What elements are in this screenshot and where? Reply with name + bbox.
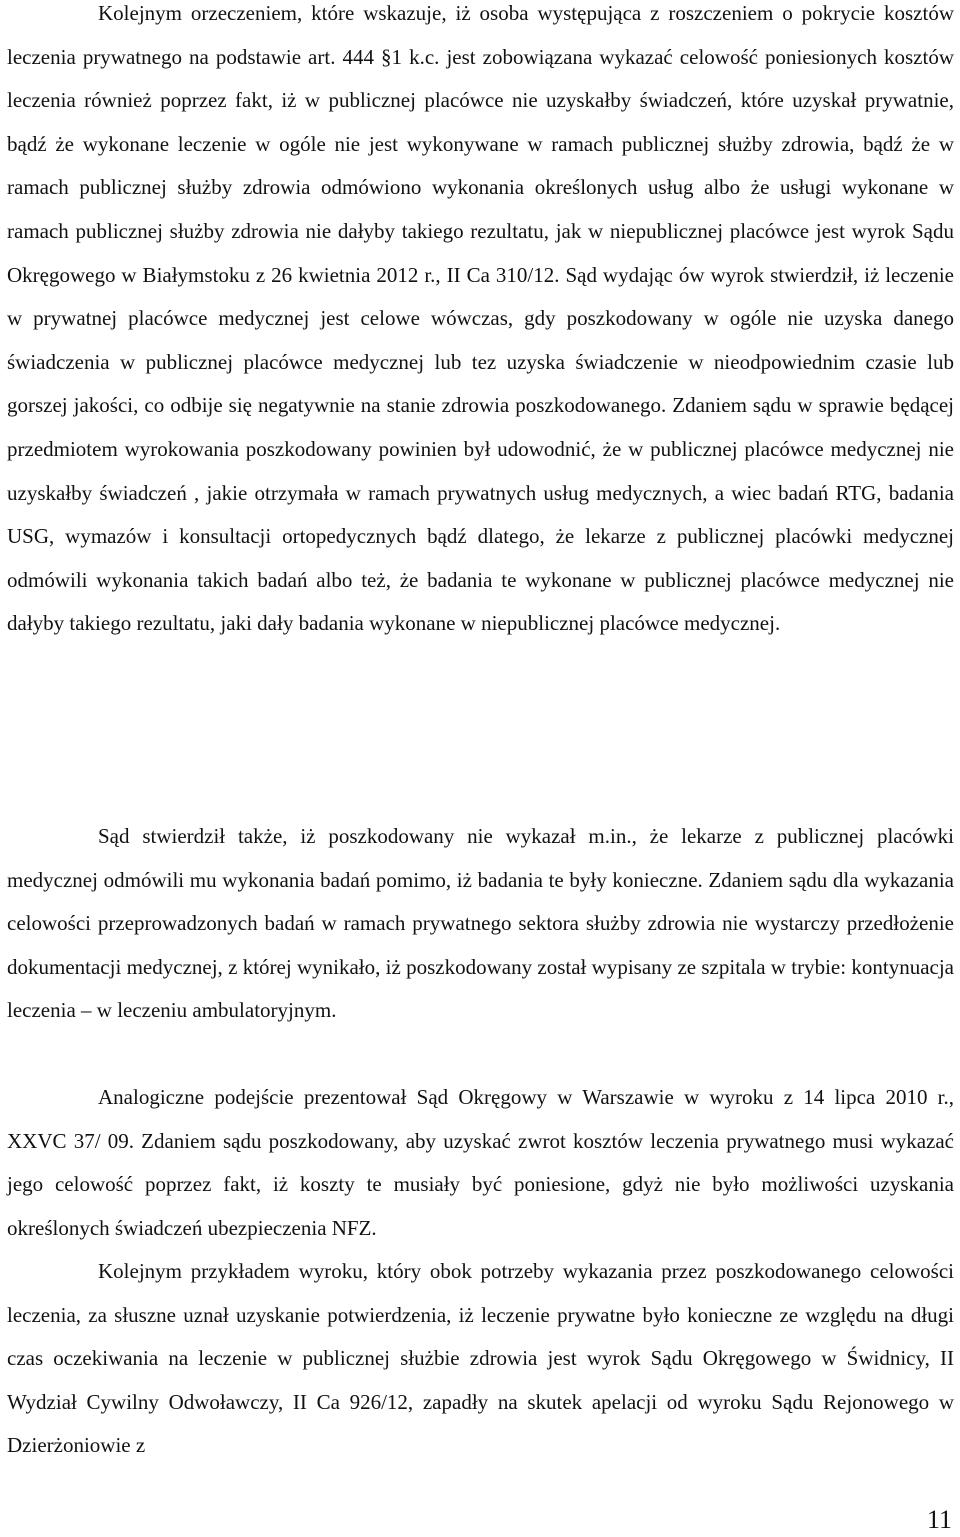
paragraph-1: Kolejnym orzeczeniem, które wskazuje, iż osoba występująca z roszczeniem o pokrycie kosztów leczenia prywatnego na podstawie art. 444 §1 k.c. jest zobowiązana wykazać celowość poniesionych kosztów leczenia również poprzez fakt, iż w publicznej placówce nie uzyskałby świadczeń, które uzyskał prywatnie, bądź że wykonane leczenie w ogóle nie jest wykonywane w ramach publicznej służby zdrowia, bądź że w ramach publicznej służby zdrowia odmówiono wykonania określonych usług albo że usługi wykonane w ramach publicznej służby zdrowia nie dałyby takiego rezultatu, jak w niepublicznej placówce jest wyrok Sądu Okręgowego w Białymstoku z 26 kwietnia 2012 r., II Ca 310/12. Sąd wydając ów wyrok stwierdził, iż leczenie w prywatnej placówce medycznej jest celowe wówczas, gdy poszkodowany w ogóle nie uzyska danego świadczenia w publicznej placówce medycznej lub tez uzyska świadczenie w nieodpowiednim czasie lub gorszej jakości, co odbije się negatywnie na stanie zdrowia poszkodowanego. Zdaniem sądu w sprawie będącej przedmiotem wyrokowania poszkodowany powinien był udowodnić, że w publicznej placówce medycznej nie uzyskałby świadczeń , jakie otrzymała w ramach prywatnych usług medycznych, a wiec badań RTG, badania USG, wymazów i konsultacji ortopedycznych bądź dlatego, że lekarze z publicznej placówki medycznej odmówili wykonania takich badań albo też, że badania te wykonane w publicznej placówce medycznej nie dałyby takiego rezultatu, jaki dały badania wykonane w niepublicznej placówce medycznej. (7, 1, 954, 636)
paragraph-3: Analogiczne podejście prezentował Sąd Okręgowy w Warszawie w wyroku z 14 lipca 2010 r., XXVC 37/ 09. Zdaniem sądu poszkodowany, aby uzyskać zwrot kosztów leczenia prywatnego musi wykazać jego celowość poprzez fakt, iż koszty te musiały być poniesione, gdyż nie było możliwości uzyskania określonych świadczeń ubezpieczenia NFZ. (7, 1085, 954, 1240)
page-number: 11 (926, 1505, 952, 1534)
paragraph-2: Sąd stwierdził także, iż poszkodowany nie wykazał m.in., że lekarze z publicznej placówki medycznej odmówili mu wykonania badań pomimo, iż badania te były konieczne. Zdaniem sądu dla wykazania celowości przeprowadzonych badań w ramach prywatnego sektora służby zdrowia nie wystarczy przedłożenie dokumentacji medycznej, z której wynikało, iż poszkodowany został wypisany ze szpitala w trybie: kontynuacja leczenia – w leczeniu ambulatoryjnym. (7, 824, 954, 1023)
paragraph-4: Kolejnym przykładem wyroku, który obok potrzeby wykazania przez poszkodowanego celowości leczenia, za słuszne uznał uzyskanie potwierdzenia, iż leczenie prywatne było konieczne ze względu na długi czas oczekiwania na leczenie w publicznej służbie zdrowia jest wyrok Sądu Okręgowego w Świdnicy, II Wydział Cywilny Odwoławczy, II Ca 926/12, zapadły na skutek apelacji od wyroku Sądu Rejonowego w Dzierżoniowie z (7, 1259, 954, 1458)
